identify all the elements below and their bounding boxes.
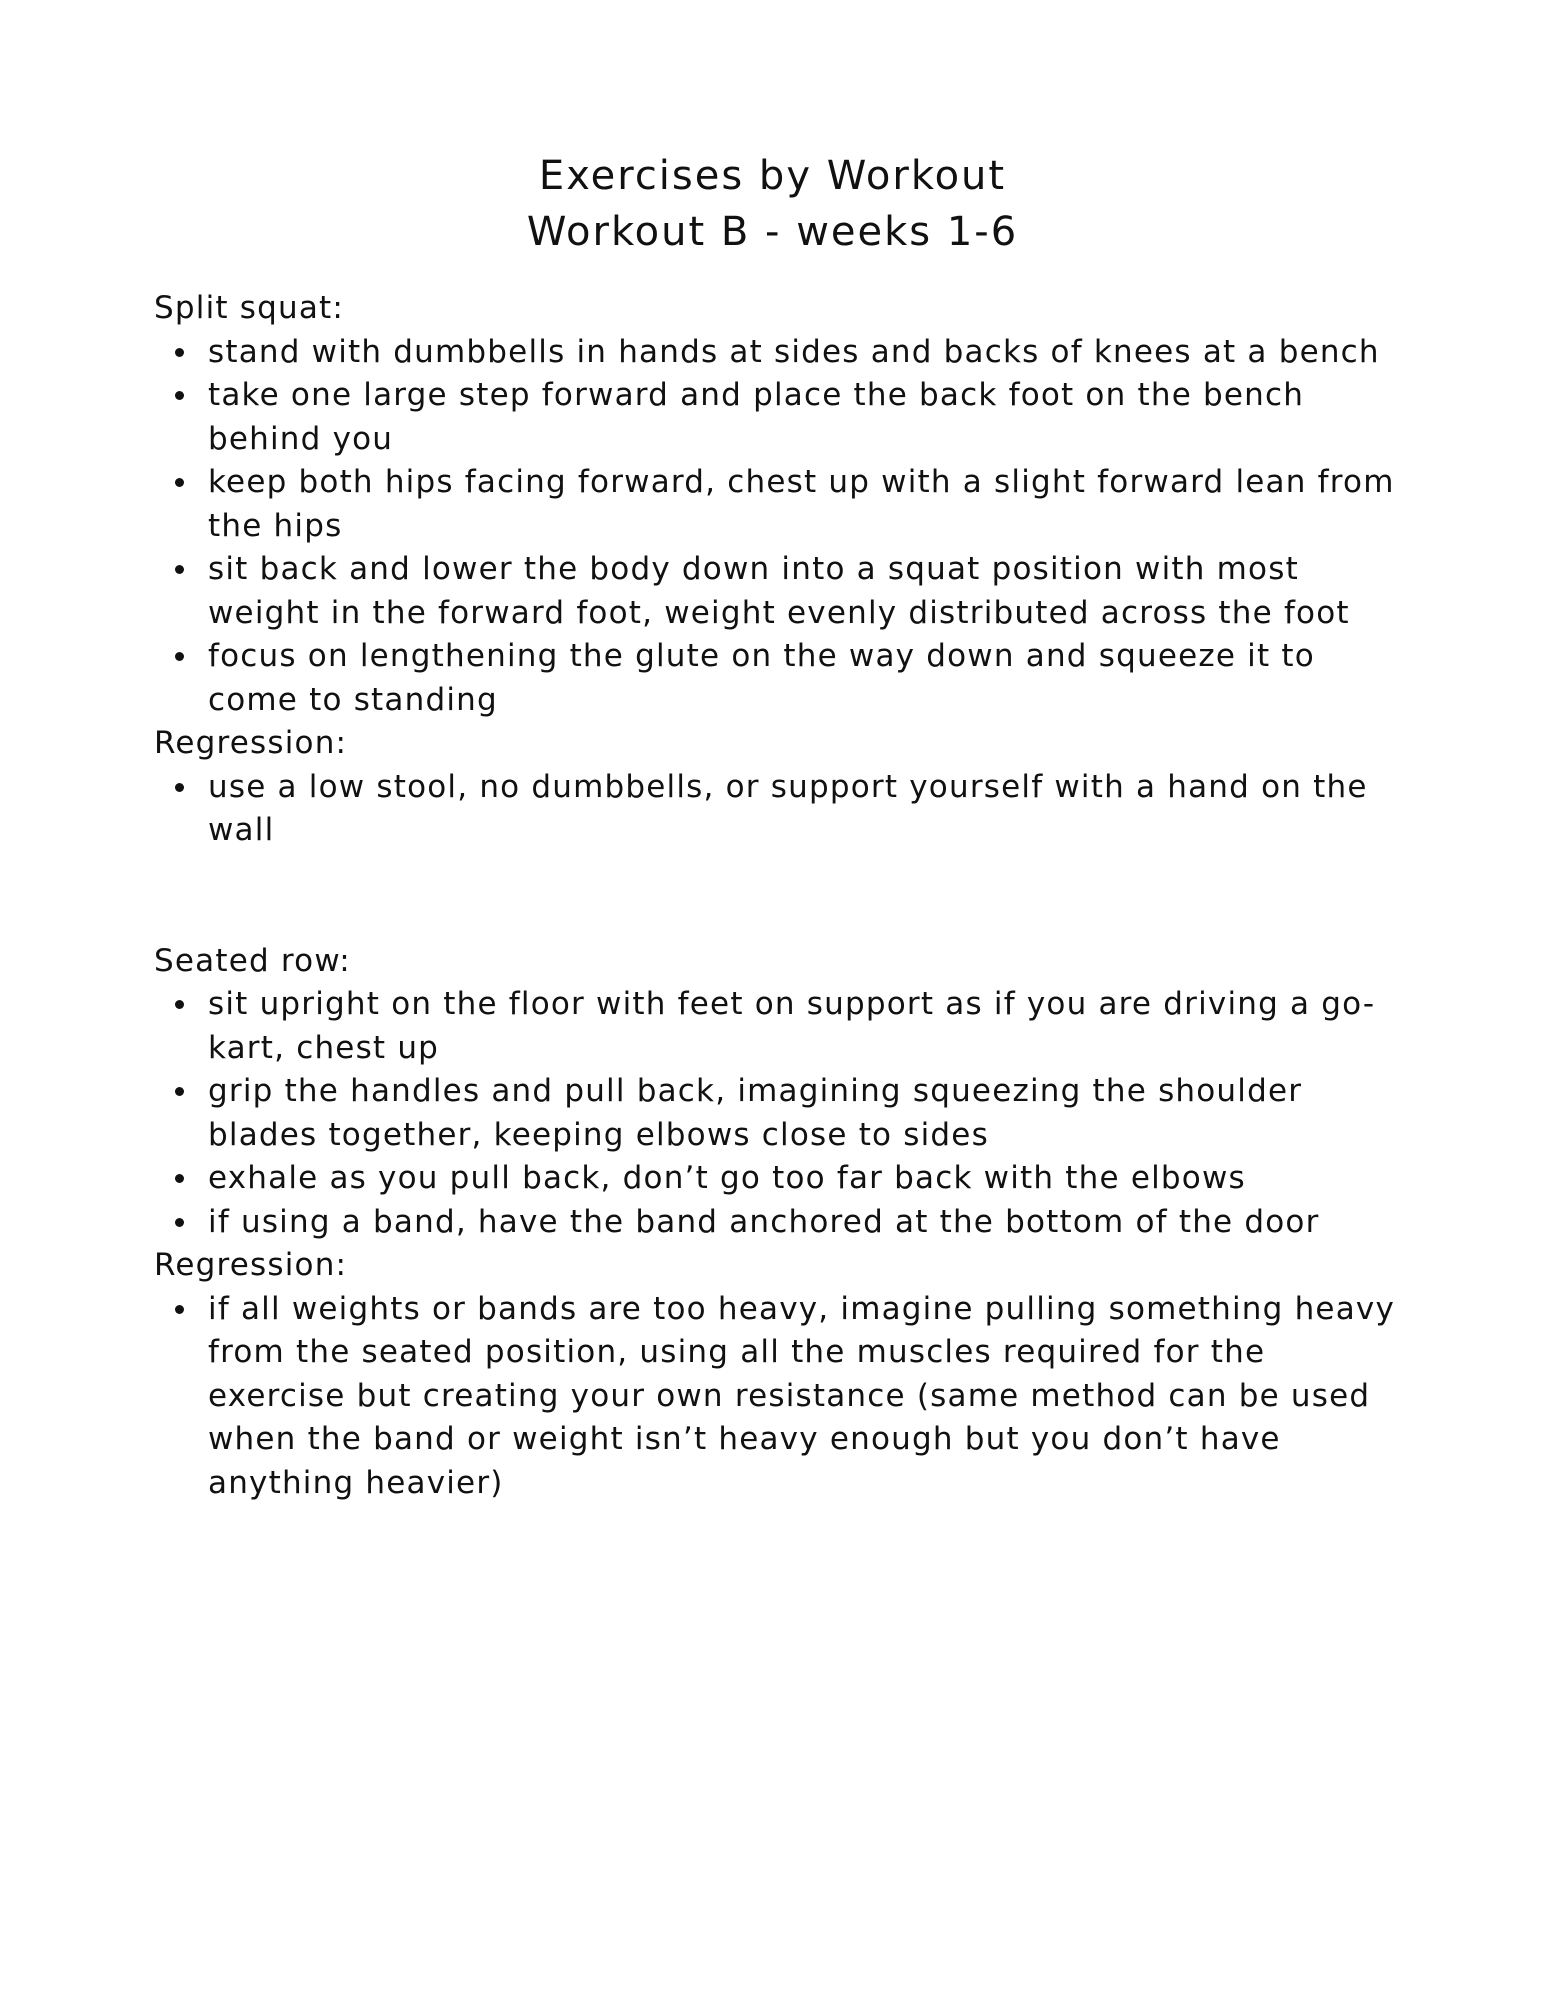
list-item: exhale as you pull back, don’t go too far back with the elbows [154, 1157, 1404, 1201]
regression-list [154, 1288, 1404, 1506]
list-item: sit upright on the floor with feet on support as if you are driving a go-kart, chest up [154, 983, 1404, 1070]
list-item: stand with dumbbells in hands at sides and backs of knees at a bench [154, 331, 1404, 375]
list-item: focus on lengthening the glute on the way down and squeeze it to come to standing [154, 635, 1404, 722]
list-item: use a low stool, no dumbbells, or support yourself with a hand on the wall [154, 766, 1404, 853]
list-item: take one large step forward and place the back foot on the bench behind you [154, 374, 1404, 461]
regression-list [154, 766, 1404, 853]
list-item: if all weights or bands are too heavy, imagine pulling something heavy from the seated position, using all the muscles required for the exercise but creating your own resistance (same method can be used when the band or weight isn’t heavy enough but you don’t have anything heavier) [154, 1288, 1404, 1506]
regression-label: Regression: [154, 725, 348, 761]
document-body [154, 287, 1404, 1505]
page-title: Exercises by Workout [538, 153, 1007, 199]
exercise-section-seated-row [154, 940, 1404, 1506]
exercise-label: Split squat: [154, 290, 345, 326]
list-item: grip the handles and pull back, imagining squeezing the shoulder blades together, keeping elbows close to sides [154, 1070, 1404, 1157]
exercise-section-split-squat [154, 287, 1404, 853]
list-item: keep both hips facing forward, chest up with a slight forward lean from the hips [154, 461, 1404, 548]
section-spacer [154, 853, 1404, 940]
exercise-steps-list [154, 983, 1404, 1244]
document-header [0, 148, 1545, 260]
page-subtitle: Workout B - weeks 1-6 [526, 209, 1019, 255]
list-item: sit back and lower the body down into a squat position with most weight in the forward foot, weight evenly distributed across the foot [154, 548, 1404, 635]
regression-label: Regression: [154, 1247, 348, 1283]
exercise-steps-list [154, 331, 1404, 723]
exercise-label: Seated row: [154, 942, 351, 979]
list-item: if using a band, have the band anchored at the bottom of the door [154, 1201, 1404, 1245]
